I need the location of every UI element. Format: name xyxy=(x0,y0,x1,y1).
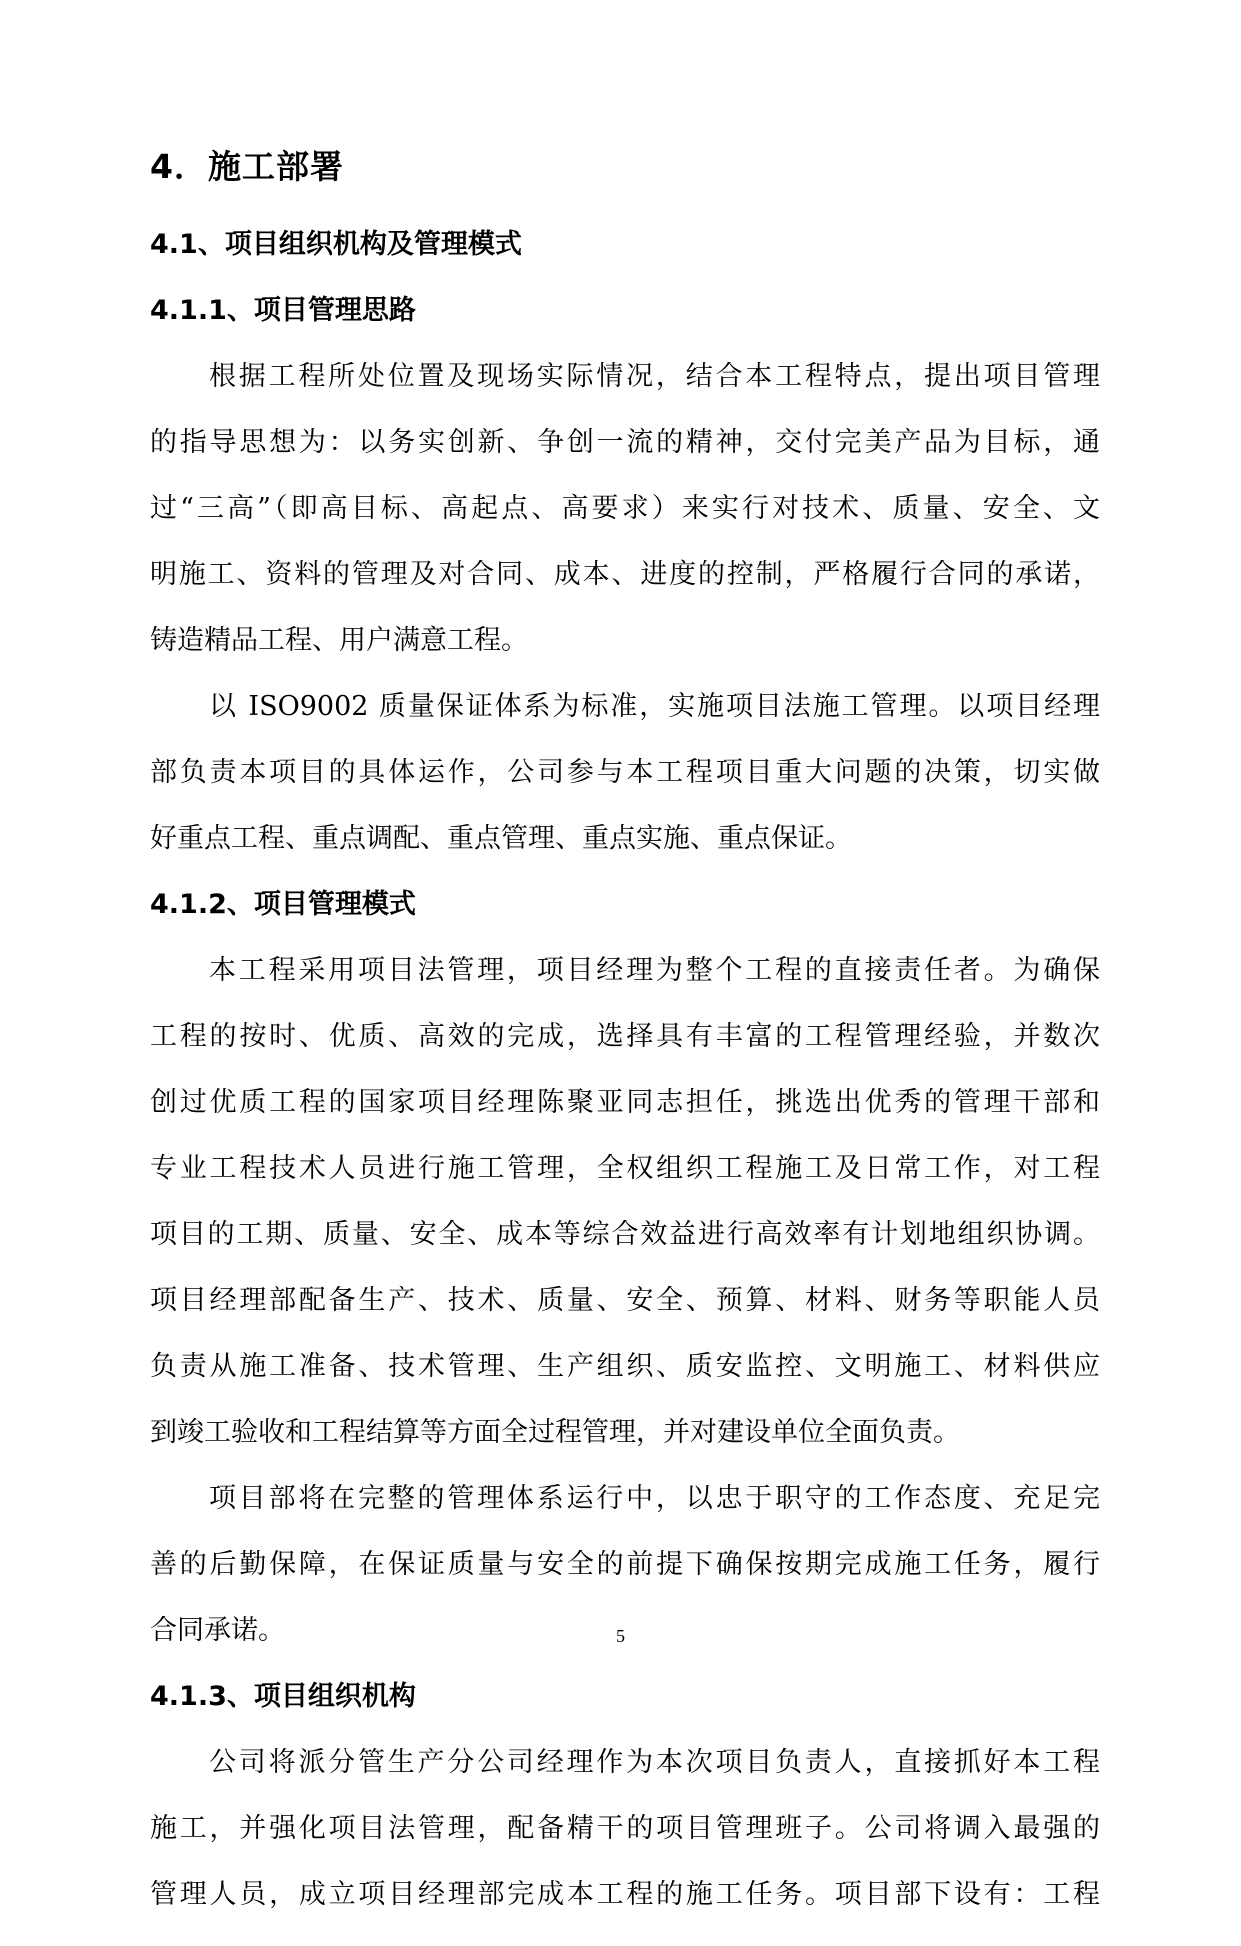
chapter-title: 4．施工部署 xyxy=(150,147,344,186)
paragraph-project-commitment xyxy=(150,1484,1100,1646)
paragraph-organization xyxy=(150,1748,1100,1910)
paragraph-line: 施工，并强化项目法管理，配备精干的项目管理班子。公司将调入最强的 xyxy=(150,1813,1100,1844)
paragraph-line: 过“三高”（即高目标、高起点、高要求）来实行对技术、质量、安全、文 xyxy=(150,493,1100,524)
paragraph-line: 创过优质工程的国家项目经理陈聚亚同志担任，挑选出优秀的管理干部和 xyxy=(150,1087,1100,1118)
paragraph-iso-system xyxy=(150,692,1100,854)
paragraph-line: 合同承诺。 xyxy=(150,1615,285,1646)
paragraph-line: 负责从施工准备、技术管理、生产组织、质安监控、文明施工、材料供应 xyxy=(150,1351,1100,1382)
paragraph-line: 铸造精品工程、用户满意工程。 xyxy=(150,625,528,656)
section-heading-4-1-3: 4.1.3、项目组织机构 xyxy=(150,1681,416,1712)
paragraph-line: 本工程采用项目法管理，项目经理为整个工程的直接责任者。为确保 xyxy=(209,955,1100,986)
document-page xyxy=(150,147,1100,1946)
section-heading-4-1-1: 4.1.1、项目管理思路 xyxy=(150,295,416,326)
page-number: 5 xyxy=(616,1626,625,1646)
section-heading-4-1-2: 4.1.2、项目管理模式 xyxy=(150,889,416,920)
paragraph-line: 到竣工验收和工程结算等方面全过程管理，并对建设单位全面负责。 xyxy=(150,1417,960,1448)
paragraph-line: 工程的按时、优质、高效的完成，选择具有丰富的工程管理经验，并数次 xyxy=(150,1021,1100,1052)
paragraph-line: 善的后勤保障，在保证质量与安全的前提下确保按期完成施工任务，履行 xyxy=(150,1549,1100,1580)
section-heading-4-1: 4.1、项目组织机构及管理模式 xyxy=(150,229,522,260)
paragraph-line: 项目经理部配备生产、技术、质量、安全、预算、材料、财务等职能人员 xyxy=(150,1285,1100,1316)
paragraph-line: 管理人员，成立项目经理部完成本工程的施工任务。项目部下设有：工程 xyxy=(150,1879,1100,1910)
paragraph-line: 好重点工程、重点调配、重点管理、重点实施、重点保证。 xyxy=(150,823,852,854)
paragraph-line: 以 ISO9002 质量保证体系为标准，实施项目法施工管理。以项目经理 xyxy=(209,691,1100,722)
paragraph-management-philosophy xyxy=(150,362,1100,656)
paragraph-line: 专业工程技术人员进行施工管理，全权组织工程施工及日常工作，对工程 xyxy=(150,1153,1100,1184)
paragraph-line: 部负责本项目的具体运作，公司参与本工程项目重大问题的决策，切实做 xyxy=(150,757,1100,788)
paragraph-line: 项目部将在完整的管理体系运行中，以忠于职守的工作态度、充足完 xyxy=(209,1483,1100,1514)
paragraph-line: 明施工、资料的管理及对合同、成本、进度的控制，严格履行合同的承诺， xyxy=(150,559,1100,590)
paragraph-line: 根据工程所处位置及现场实际情况，结合本工程特点，提出项目管理 xyxy=(209,361,1100,392)
paragraph-line: 公司将派分管生产分公司经理作为本次项目负责人，直接抓好本工程 xyxy=(209,1747,1100,1778)
paragraph-line: 项目的工期、质量、安全、成本等综合效益进行高效率有计划地组织协调。 xyxy=(150,1219,1100,1250)
paragraph-management-mode xyxy=(150,956,1100,1448)
paragraph-line: 的指导思想为：以务实创新、争创一流的精神，交付完美产品为目标，通 xyxy=(150,427,1100,458)
